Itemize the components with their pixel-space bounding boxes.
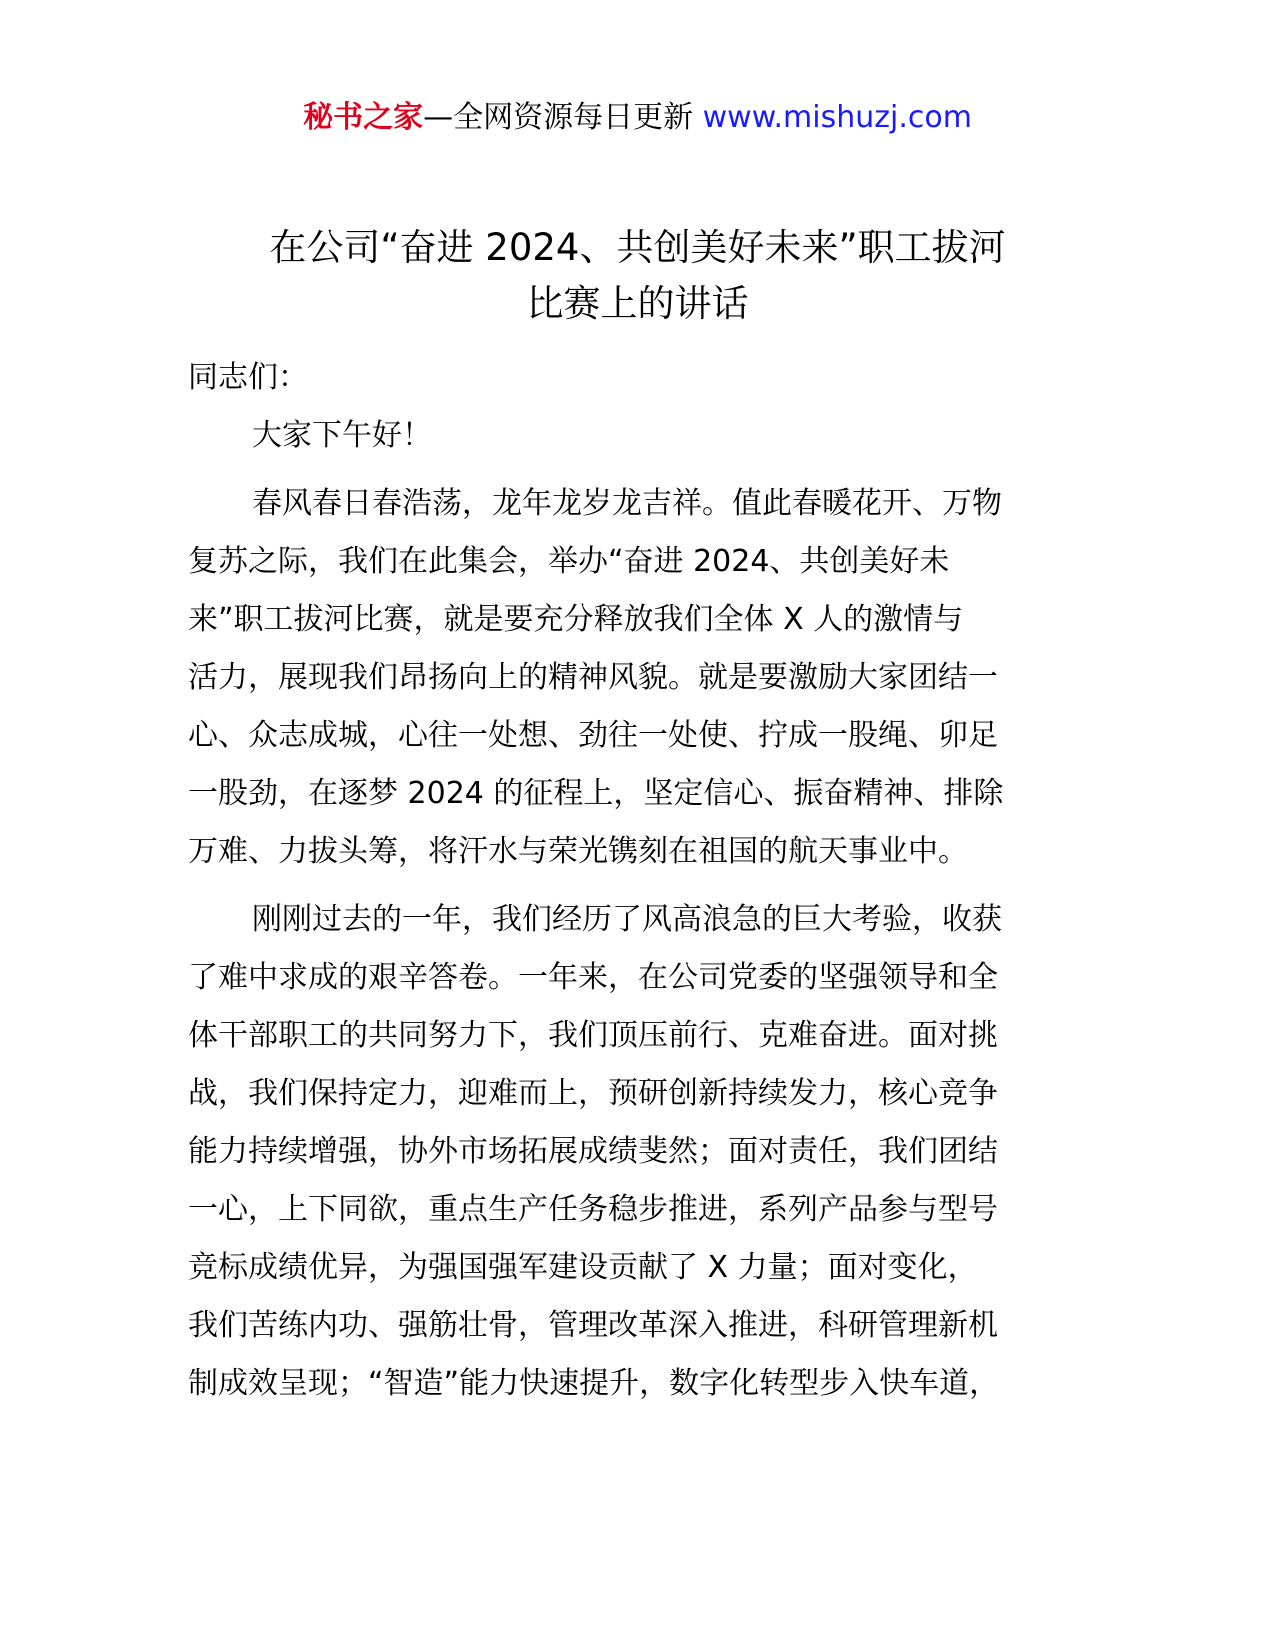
paragraph-line: 一心，上下同欲，重点生产任务稳步推进，系列产品参与型号 [188,1192,998,1227]
body-paragraph-1 [188,475,1088,881]
paragraph-line: 活力，展现我们昂扬向上的精神风貌。就是要激励大家团结一 [188,660,998,695]
salutation: 同志们： [188,360,308,395]
document-title [150,220,1125,332]
paragraph-line: 竞标成绩优异，为强国强军建设贡献了 X 力量；面对变化， [188,1250,978,1285]
paragraph-line: 我们苦练内功、强筋壮骨，管理改革深入推进，科研管理新机 [188,1308,998,1343]
site-url-link[interactable]: www.mishuzj.com [702,100,972,135]
greeting-paragraph [188,407,1088,465]
paragraph-line: 能力持续增强，协外市场拓展成绩斐然；面对责任，我们团结 [188,1134,998,1169]
page-header [0,96,1275,140]
brand-name: 秘书之家 [303,100,424,135]
paragraph-line: 制成效呈现；“智造”能力快速提升，数字化转型步入快车道， [188,1366,1000,1401]
paragraph-line: 刚刚过去的一年，我们经历了风高浪急的巨大考验，收获 [252,902,1002,937]
paragraph-line: 春风春日春浩荡，龙年龙岁龙吉祥。值此春暖花开、万物 [252,486,1002,521]
paragraph-line: 了难中求成的艰辛答卷。一年来，在公司党委的坚强领导和全 [188,960,998,995]
paragraph-line: 复苏之际，我们在此集会，举办“奋进 2024、共创美好未 [188,544,950,579]
body-paragraph-2 [188,891,1088,1413]
paragraph-line: 万难、力拔头筹，将汗水与荣光镌刻在祖国的航天事业中。 [188,834,968,869]
greeting-line: 大家下午好！ [252,418,432,453]
paragraph-line: 一股劲，在逐梦 2024 的征程上，坚定信心、振奋精神、排除 [188,776,1004,811]
document-body [188,349,1088,1423]
title-line: 比赛上的讲话 [526,282,749,325]
paragraph-line: 心、众志成城，心往一处想、劲往一处使、拧成一股绳、卯足 [188,718,998,753]
paragraph-line: 体干部职工的共同努力下，我们顶压前行、克难奋进。面对挑 [188,1018,998,1053]
title-line: 在公司“奋进 2024、共创美好未来”职工拔河 [269,226,1006,269]
header-slogan: —全网资源每日更新 [423,100,694,135]
paragraph-line: 战，我们保持定力，迎难而上，预研创新持续发力，核心竞争 [188,1076,998,1111]
paragraph-line: 来”职工拔河比赛，就是要充分释放我们全体 X 人的激情与 [188,602,964,637]
